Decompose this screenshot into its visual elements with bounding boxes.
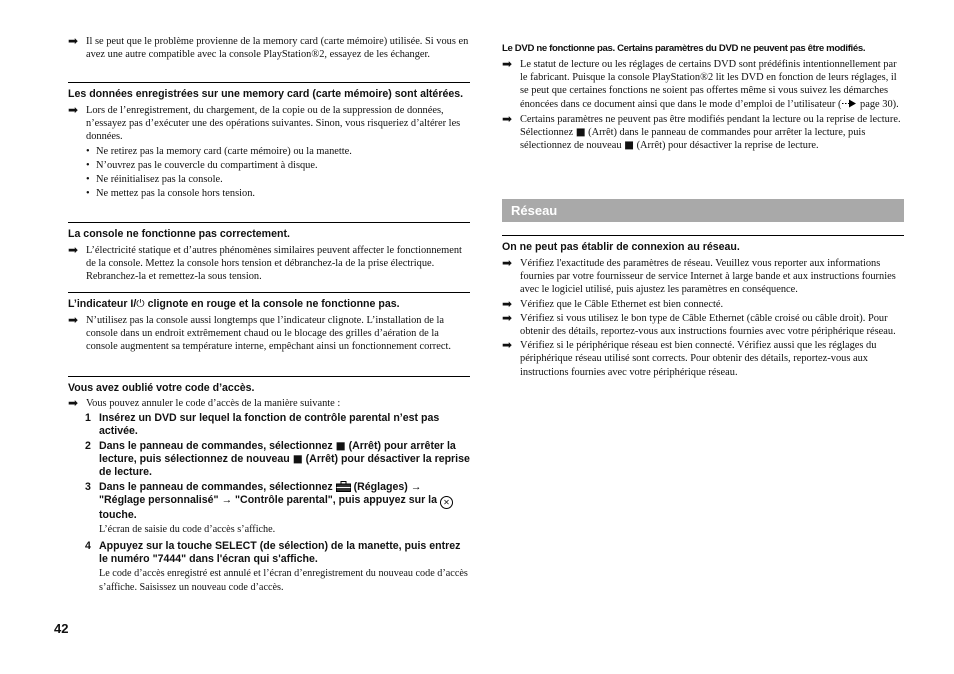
step-number: 4 bbox=[85, 539, 91, 552]
page-reference-arrow-icon bbox=[841, 99, 857, 108]
step-number: 2 bbox=[85, 440, 91, 453]
step-4: 4 Appuyez sur la touche SELECT (de sélection) de la manette, puis entrez le numéro "7444" dans l'écran qui s'affiche. Le code d’accès enregistré est annulé et l’écran d’enregistrement du nouveau code d’accès s’affiche. Saisissez un nouveau code d’accès. bbox=[85, 539, 468, 594]
section-item: ➡ Vérifiez si le périphérique réseau est bien connecté. Vérifiez aussi que les réglages du périphérique réseau utilisé sont corrects. Pour obtenir des détails, reportez-vous aux instructions fournies avec votre périphérique réseau. bbox=[502, 338, 877, 378]
section-heading: Les données enregistrées sur une memory card (carte mémoire) sont altérées. bbox=[68, 82, 470, 101]
list-item: • Ne réinitialisez pas la console. bbox=[86, 173, 470, 187]
cross-button-icon: ✕ bbox=[440, 496, 453, 509]
page-number: 42 bbox=[54, 621, 69, 636]
arrow-icon: ➡ bbox=[502, 57, 513, 71]
arrow-icon: ➡ bbox=[68, 103, 79, 117]
section-item: ➡ Vous pouvez annuler le code d’accès de la manière suivante : bbox=[68, 396, 341, 410]
section-item: ➡ Lors de l’enregistrement, du chargement, de la copie ou de la suppression de données, n’essayez pas d’exécuter une des opérations suivantes. Sinon, vous risqueriez d’altérer les données. bbox=[68, 103, 461, 143]
stop-icon: ■ bbox=[335, 440, 346, 453]
step-number: 1 bbox=[85, 412, 91, 425]
section-item: ➡ Vérifiez si vous utilisez le bon type de Câble Ethernet (câble croisé ou câble droit). Pour obtenir des détails, reportez-vous aux instructions fournies avec votre périphérique réseau. bbox=[502, 310, 896, 338]
arrow-icon: ➡ bbox=[68, 243, 79, 257]
bullet-list bbox=[68, 145, 470, 201]
section-access-code bbox=[68, 376, 470, 596]
step-number: 3 bbox=[85, 481, 91, 494]
section-item: ➡ Le statut de lecture ou les réglages de certains DVD sont prédéfinis intentionnellement par le fabricant. Puisque la console PlayStation®2 lit les DVD en fonction de leurs réglages, il se peut que certaines fonctions ne soient pas offertes même si vous suivez les démarches énoncées dans ce document ainsi que dans le mode d’emploi de l’utilisateur ( page 30). bbox=[502, 57, 899, 110]
section-memory-card bbox=[68, 82, 470, 201]
section-item: ➡ Vérifiez l'exactitude des paramètres de réseau. Veuillez vous reporter aux informations fournies par votre fournisseur de service Internet à large bande et aux instructions fournies avec le logiciel utilisé, puis ajustez les paramètres en conséquence. bbox=[502, 256, 896, 296]
section-dvd bbox=[502, 43, 904, 152]
section-title-bar: Réseau bbox=[502, 199, 904, 222]
step-1: 1 Insérez un DVD sur lequel la fonction de contrôle parental n’est pas activée. bbox=[85, 412, 440, 438]
arrow-icon: ➡ bbox=[502, 296, 513, 311]
step-3: 3 Dans le panneau de commandes, sélectionnez (Réglages) → "Réglage personnalisé" → "Contrôle parental", puis appuyez sur la ✕ touche. L’écran de saisie du code d’accès s’affiche. bbox=[68, 481, 470, 538]
section-heading: On ne peut pas établir de connexion au réseau. bbox=[502, 235, 904, 254]
section-heading: La console ne fonctionne pas correctement. bbox=[68, 222, 470, 241]
section-item: ➡ Certains paramètres ne peuvent pas être modifiés pendant la lecture ou la reprise de lecture. Sélectionnez ■ (Arrêt) dans le panneau de commandes pour arrêter la lecture, puis sélectionnez de nouveau ■ (Arrêt) pour désactiver la reprise de lecture. bbox=[502, 111, 901, 152]
section-item: ➡ L’électricité statique et d’autres phénomènes similaires peuvent affecter le fonctionnement de la console. Mettez la console hors tension et débranchez-la de la prise électrique. Rebranchez-la et remettez-la sous tension. bbox=[68, 243, 462, 283]
stop-icon: ■ bbox=[624, 139, 634, 152]
toolbox-icon bbox=[336, 481, 351, 492]
section-heading: Vous avez oublié votre code d’accès. bbox=[68, 376, 470, 395]
step-2: 2 Dans le panneau de commandes, sélectionnez ■ (Arrêt) pour arrêter la lecture, puis sélectionnez de nouveau ■ (Arrêt) pour désactiver la reprise de lecture. bbox=[85, 440, 470, 479]
section-indicator bbox=[68, 292, 470, 354]
section-item: ➡ Vérifiez que le Câble Ethernet est bien connecté. bbox=[502, 296, 724, 311]
stop-icon: ■ bbox=[292, 453, 303, 466]
power-icon: ⏻ bbox=[136, 298, 145, 310]
arrow-icon: ➡ bbox=[502, 111, 513, 126]
list-item: • Ne retirez pas la memory card (carte mémoire) ou la manette. bbox=[86, 145, 470, 159]
section-heading: Le DVD ne fonctionne pas. Certains paramètres du DVD ne peuvent pas être modifiés. bbox=[502, 43, 866, 54]
intro-item: ➡ Il se peut que le problème provienne de la memory card (carte mémoire) utilisée. Si vous en avez une autre compatible avec la console PlayStation®2, essayez de les échanger. bbox=[68, 34, 469, 61]
section-heading: L’indicateur I/⏻ clignote en rouge et la console ne fonctionne pas. bbox=[68, 292, 470, 311]
section-item: ➡ N’utilisez pas la console aussi longtemps que l’indicateur clignote. L’installation de la console dans un endroit extrêmement chaud ou le blocage des grilles d’aération de la console augmentent sa température interne, empêchant ainsi un fonctionnement correct. bbox=[68, 313, 451, 353]
stop-icon: ■ bbox=[575, 126, 586, 139]
arrow-icon: ➡ bbox=[502, 310, 513, 325]
section-console bbox=[68, 222, 470, 284]
list-item: • N’ouvrez pas le couvercle du compartiment à disque. bbox=[86, 159, 470, 173]
arrow-icon: ➡ bbox=[502, 256, 513, 270]
section-network bbox=[502, 235, 904, 379]
arrow-icon: ➡ bbox=[502, 338, 513, 353]
list-item: • Ne mettez pas la console hors tension. bbox=[86, 187, 470, 201]
arrow-icon: ➡ bbox=[68, 313, 79, 327]
arrow-icon: ➡ bbox=[68, 34, 79, 48]
arrow-icon: ➡ bbox=[68, 396, 79, 410]
